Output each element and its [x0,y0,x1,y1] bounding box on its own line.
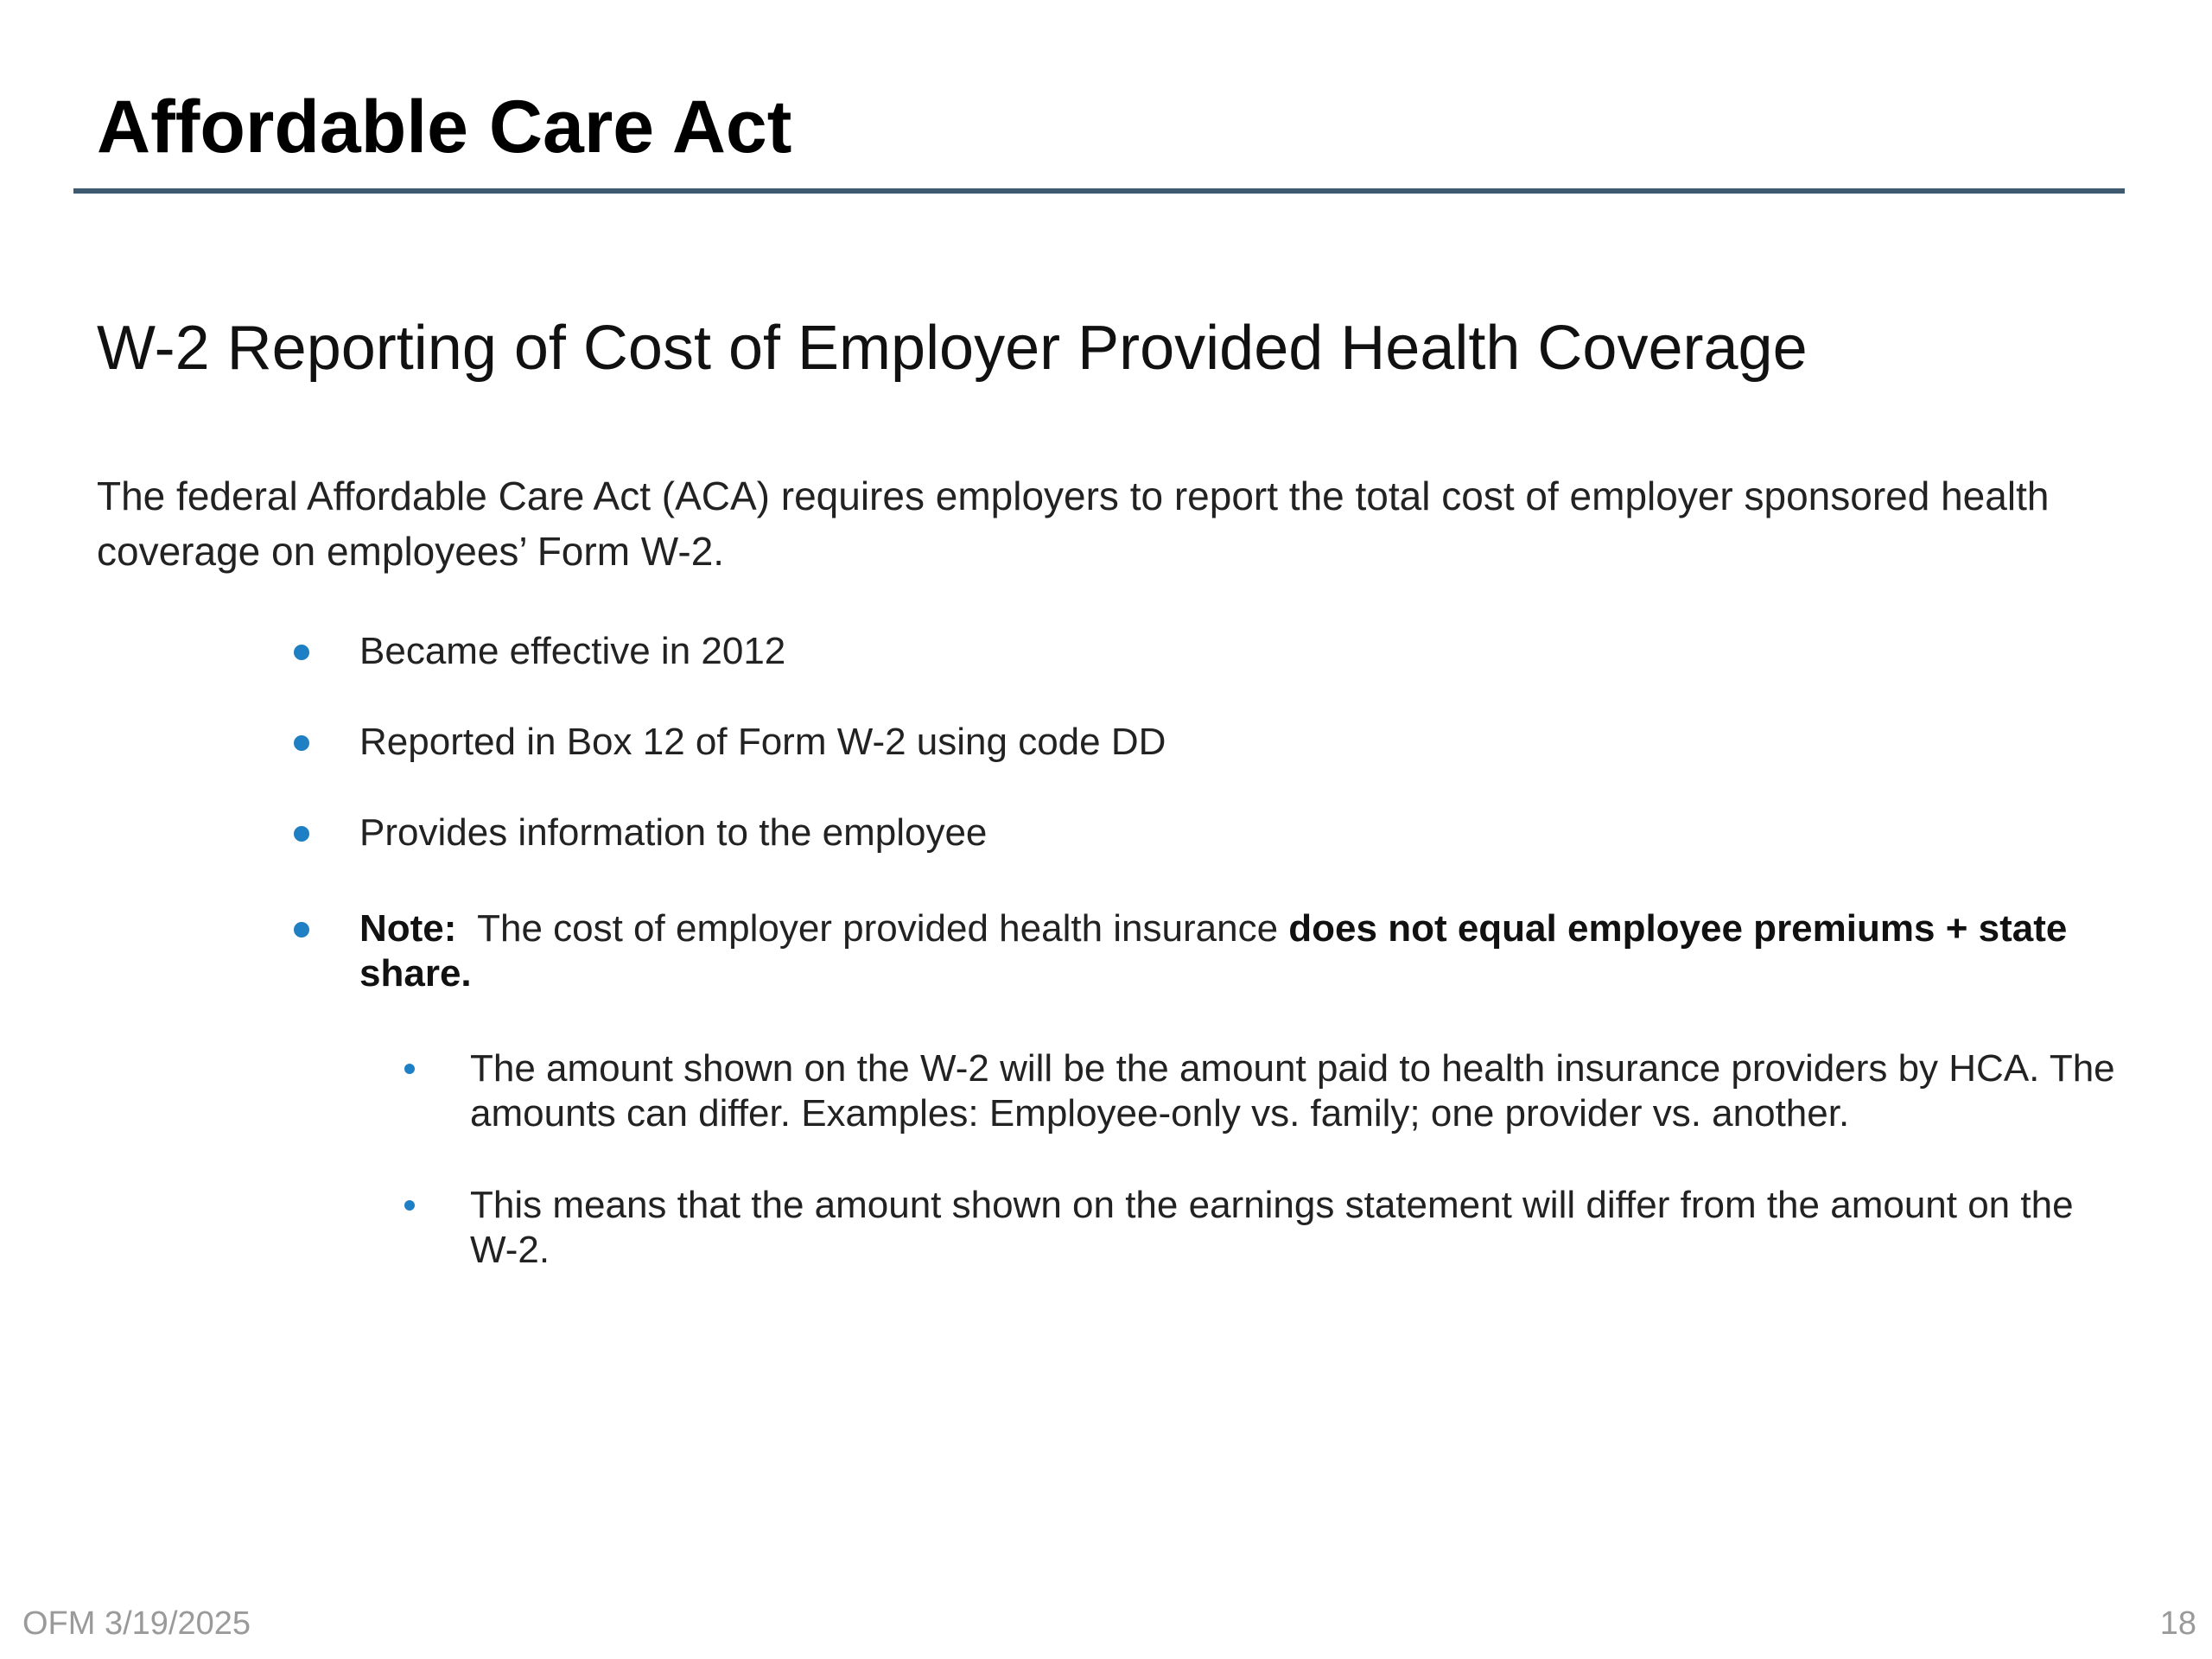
bullet-item [97,629,2119,674]
slide-title: Affordable Care Act [97,86,792,168]
intro-paragraph: The federal Affordable Care Act (ACA) requires employers to report the total cost of employer sponsored health coverage on employees’ Form W-2. [97,474,2050,574]
sub-bullet-text: This means that the amount shown on the earnings statement will differ from the amount on the W-2. [470,1184,2074,1271]
note-emphasis: does not equal employee premiums + state share. [359,907,2068,995]
note-text: The cost of employer provided health insurance [456,907,1289,950]
sub-bullet-item [359,1183,2119,1273]
bullet-dot-icon [294,922,309,938]
footer-source-date: OFM 3/19/2025 [22,1605,251,1642]
sub-bullet-dot-icon [404,1200,415,1211]
bullet-item [97,810,2119,855]
bullet-item [97,720,2119,765]
bullet-item-note [97,906,2119,1273]
slide-subtitle: W-2 Reporting of Cost of Employer Provided Health Coverage [97,314,1808,383]
note-label: Note: [359,907,457,950]
title-divider [73,188,2125,194]
bullet-list [97,629,2119,1273]
bullet-dot-icon [294,645,309,660]
sub-bullet-text: The amount shown on the W-2 will be the amount paid to health insurance providers by HCA. The amounts can differ. Examples: Employee-only vs. family; one provider vs. another. [470,1047,2115,1135]
sub-bullet-item [359,1046,2119,1136]
bullet-text: Reported in Box 12 of Form W-2 using code DD [359,721,1166,763]
sub-bullet-dot-icon [404,1064,415,1074]
sub-bullet-list [359,1046,2119,1273]
bullet-text: Provides information to the employee [359,811,988,854]
bullet-dot-icon [294,735,309,751]
page-number: 18 [2159,1605,2196,1642]
bullet-dot-icon [294,826,309,842]
bullet-text: Became effective in 2012 [359,630,786,672]
